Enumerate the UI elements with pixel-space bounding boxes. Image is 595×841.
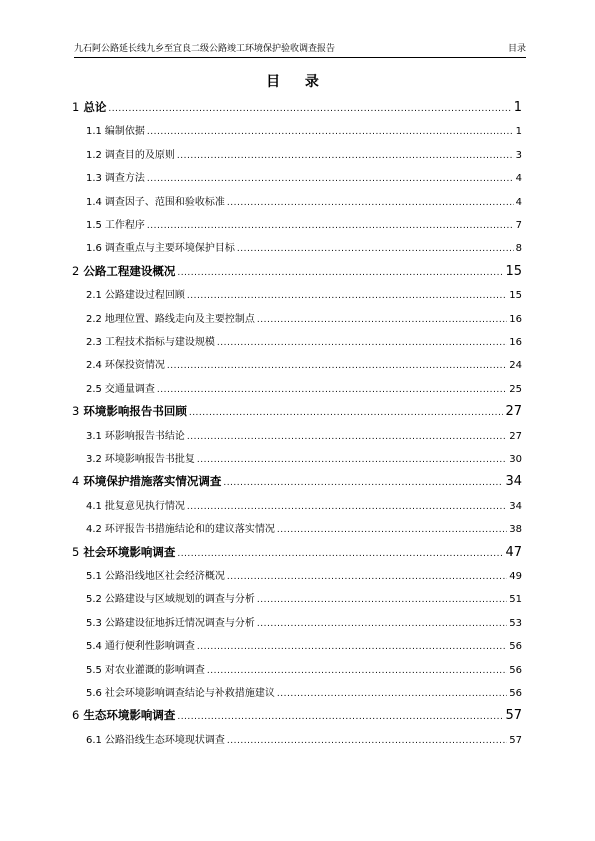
toc-entry-number: 3.2 — [86, 454, 102, 465]
toc-entry-number: 1.5 — [86, 220, 102, 231]
toc-entry-number: 5.5 — [86, 664, 102, 676]
toc-entry-number: 5.1 — [86, 571, 102, 582]
toc-entry-number: 4 — [72, 474, 80, 489]
toc-section-entry[interactable] — [86, 169, 522, 184]
toc-page-number: 57 — [509, 734, 522, 746]
toc-entry-title: 环境保护措施落实情况调查 — [83, 474, 222, 489]
toc-page-number: 47 — [505, 544, 522, 560]
toc-entry-number: 5.3 — [86, 617, 102, 629]
toc-chapter-entry[interactable] — [72, 707, 522, 723]
toc-entry-title: 工作程序 — [104, 220, 145, 231]
toc-page-number: 27 — [509, 430, 522, 442]
toc-leader-dots — [167, 361, 507, 371]
toc-page-number: 49 — [509, 571, 522, 582]
toc-page-number: 15 — [505, 263, 522, 279]
toc-entry-number: 1 — [72, 100, 80, 114]
toc-entry-title: 地理位置、路线走向及主要控制点 — [104, 313, 255, 325]
toc-page-number: 56 — [509, 641, 522, 653]
toc-chapter-entry[interactable] — [72, 473, 522, 489]
toc-page-number: 34 — [505, 474, 522, 490]
toc-entry-title: 调查重点与主要环境保护目标 — [104, 243, 235, 255]
toc-section-entry[interactable] — [86, 380, 522, 395]
toc-leader-dots — [147, 221, 514, 231]
toc-page-number: 4 — [515, 196, 522, 208]
toc-page-number: 27 — [505, 404, 522, 420]
toc-entry-title: 编制依据 — [104, 126, 145, 138]
toc-leader-dots — [257, 595, 507, 605]
toc-entry-title: 社会环境影响调查结论与补救措施建议 — [104, 688, 275, 699]
toc-section-entry[interactable] — [86, 731, 522, 746]
toc-entry-number: 3 — [72, 404, 80, 419]
toc-leader-dots — [108, 104, 511, 114]
toc-entry-number: 6 — [72, 708, 80, 723]
toc-section-entry[interactable] — [86, 614, 522, 629]
toc-section-entry[interactable] — [86, 427, 522, 442]
toc-entry-number: 1.4 — [86, 196, 102, 208]
toc-leader-dots — [147, 174, 514, 184]
toc-leader-dots — [207, 666, 507, 676]
toc-leader-dots — [157, 385, 507, 395]
toc-leader-dots — [177, 151, 514, 161]
toc-page-number: 25 — [509, 383, 522, 395]
toc-section-entry[interactable] — [86, 637, 522, 652]
toc-leader-dots — [197, 455, 507, 465]
toc-entry-number: 2.1 — [86, 290, 102, 302]
toc-entry-number: 2.2 — [86, 313, 102, 325]
toc-section-entry[interactable] — [86, 661, 522, 676]
toc-section-entry[interactable] — [86, 684, 522, 699]
toc-section-entry[interactable] — [86, 590, 522, 605]
toc-page-number: 3 — [515, 149, 522, 161]
toc-page-number: 4 — [515, 173, 522, 185]
toc-section-entry[interactable] — [86, 333, 522, 348]
toc-page-number: 38 — [509, 524, 522, 536]
toc-entry-title: 调查方法 — [104, 173, 145, 185]
toc-section-entry[interactable] — [86, 567, 522, 582]
toc-section-entry[interactable] — [86, 450, 522, 465]
toc-page-number: 16 — [509, 337, 522, 348]
toc-entry-title: 批复意见执行情况 — [104, 500, 185, 512]
toc-entry-title: 交通量调查 — [104, 383, 155, 395]
toc-heading: 目 录 — [266, 74, 329, 90]
toc-entry-number: 5 — [72, 544, 80, 559]
toc-entry-number: 1.2 — [86, 149, 102, 161]
toc-section-entry[interactable] — [86, 356, 522, 371]
toc-entry-number: 1.6 — [86, 243, 102, 255]
toc-entry-title: 公路建设征地拆迁情况调查与分析 — [104, 617, 255, 629]
toc-leader-dots — [197, 642, 507, 652]
toc-entry-title: 总论 — [83, 100, 107, 114]
toc-leader-dots — [147, 127, 514, 137]
toc-leader-dots — [277, 689, 507, 699]
toc-page-number: 15 — [509, 290, 522, 302]
toc-leader-dots — [177, 712, 503, 722]
toc-entry-title: 工程技术指标与建设规模 — [104, 337, 215, 348]
toc-chapter-entry[interactable] — [72, 99, 522, 115]
toc-entry-number: 4.1 — [86, 500, 102, 512]
toc-leader-dots — [257, 315, 507, 325]
toc-leader-dots — [217, 338, 507, 348]
toc-entry-title: 公路建设与区域规划的调查与分析 — [104, 594, 255, 606]
toc-entry-number: 1.1 — [86, 126, 102, 138]
toc-section-entry[interactable] — [86, 239, 522, 254]
toc-entry-title: 环境影响报告书回顾 — [83, 404, 187, 419]
toc-entry-number: 2.5 — [86, 383, 102, 395]
toc-entry-number: 5.2 — [86, 594, 102, 606]
toc-leader-dots — [227, 572, 507, 582]
toc-leader-dots — [277, 525, 507, 535]
toc-chapter-entry[interactable] — [72, 403, 522, 419]
toc-entry-title: 公路沿线地区社会经济概况 — [104, 571, 225, 582]
toc-page-number: 57 — [505, 708, 522, 724]
toc-page-number: 24 — [509, 360, 522, 372]
toc-page-number: 56 — [509, 688, 522, 699]
toc-entry-number: 6.1 — [86, 734, 102, 746]
toc-entry-number: 1.3 — [86, 173, 102, 185]
toc-page-number: 1 — [515, 126, 522, 138]
toc-page-number: 30 — [509, 454, 522, 465]
toc-entry-title: 社会环境影响调查 — [83, 544, 176, 559]
toc-section-entry[interactable] — [86, 216, 522, 231]
toc-entry-title: 环境影响报告书批复 — [104, 454, 195, 465]
toc-entry-number: 2.4 — [86, 360, 102, 372]
toc-entry-title: 调查目的及原则 — [104, 149, 175, 161]
toc-page-number: 51 — [509, 594, 522, 606]
toc-page-number: 8 — [515, 243, 522, 255]
toc-entry-title: 环评报告书措施结论和的建议落实情况 — [104, 524, 275, 536]
toc-entry-title: 生态环境影响调查 — [83, 708, 176, 723]
toc-leader-dots — [177, 549, 503, 559]
toc-leader-dots — [257, 619, 507, 629]
toc-entry-title: 公路工程建设概况 — [83, 263, 176, 278]
section-label: 目录 — [507, 44, 526, 54]
toc-section-entry[interactable] — [86, 193, 522, 208]
toc-chapter-entry[interactable] — [72, 263, 522, 279]
document-title: 九石阿公路延长线九乡至宜良二级公路竣工环境保护验收调查报告 — [74, 44, 336, 54]
toc-page-number: 7 — [515, 220, 522, 231]
toc-entry-number: 2 — [72, 263, 80, 278]
toc-leader-dots — [187, 432, 507, 442]
toc-leader-dots — [227, 736, 507, 746]
toc-entry-title: 对农业灌溉的影响调查 — [104, 664, 205, 676]
toc-section-entry[interactable] — [86, 310, 522, 325]
toc-section-entry[interactable] — [86, 146, 522, 161]
toc-leader-dots — [187, 502, 507, 512]
toc-leader-dots — [177, 268, 503, 278]
toc-leader-dots — [187, 291, 507, 301]
toc-page-number: 34 — [509, 500, 522, 512]
toc-entry-title: 调查因子、范围和验收标准 — [104, 196, 225, 208]
toc-entry-title: 公路沿线生态环境现状调查 — [104, 734, 225, 746]
toc-chapter-entry[interactable] — [72, 544, 522, 560]
toc-entry-title: 环保投资情况 — [104, 360, 165, 372]
toc-section-entry[interactable] — [86, 497, 522, 512]
toc-entry-title: 环影响报告书结论 — [104, 430, 185, 442]
toc-section-entry[interactable] — [86, 520, 522, 535]
toc-entry-number: 2.3 — [86, 337, 102, 348]
toc-section-entry[interactable] — [86, 286, 522, 301]
toc-page-number: 53 — [509, 617, 522, 629]
toc-leader-dots — [189, 408, 504, 418]
toc-entry-number: 4.2 — [86, 524, 102, 536]
toc-entry-number: 3.1 — [86, 430, 102, 442]
toc-leader-dots — [223, 478, 503, 488]
toc-entry-number: 5.6 — [86, 688, 102, 699]
toc-page-number: 56 — [509, 664, 522, 676]
toc-leader-dots — [227, 198, 514, 208]
toc-entry-number: 5.4 — [86, 641, 102, 653]
toc-page-number: 1 — [513, 100, 522, 115]
toc-entry-title: 公路建设过程回顾 — [104, 290, 185, 302]
toc-leader-dots — [237, 244, 514, 254]
toc-section-entry[interactable] — [86, 122, 522, 137]
toc-page-number: 16 — [509, 313, 522, 325]
toc-entry-title: 通行便利性影响调查 — [104, 641, 195, 653]
